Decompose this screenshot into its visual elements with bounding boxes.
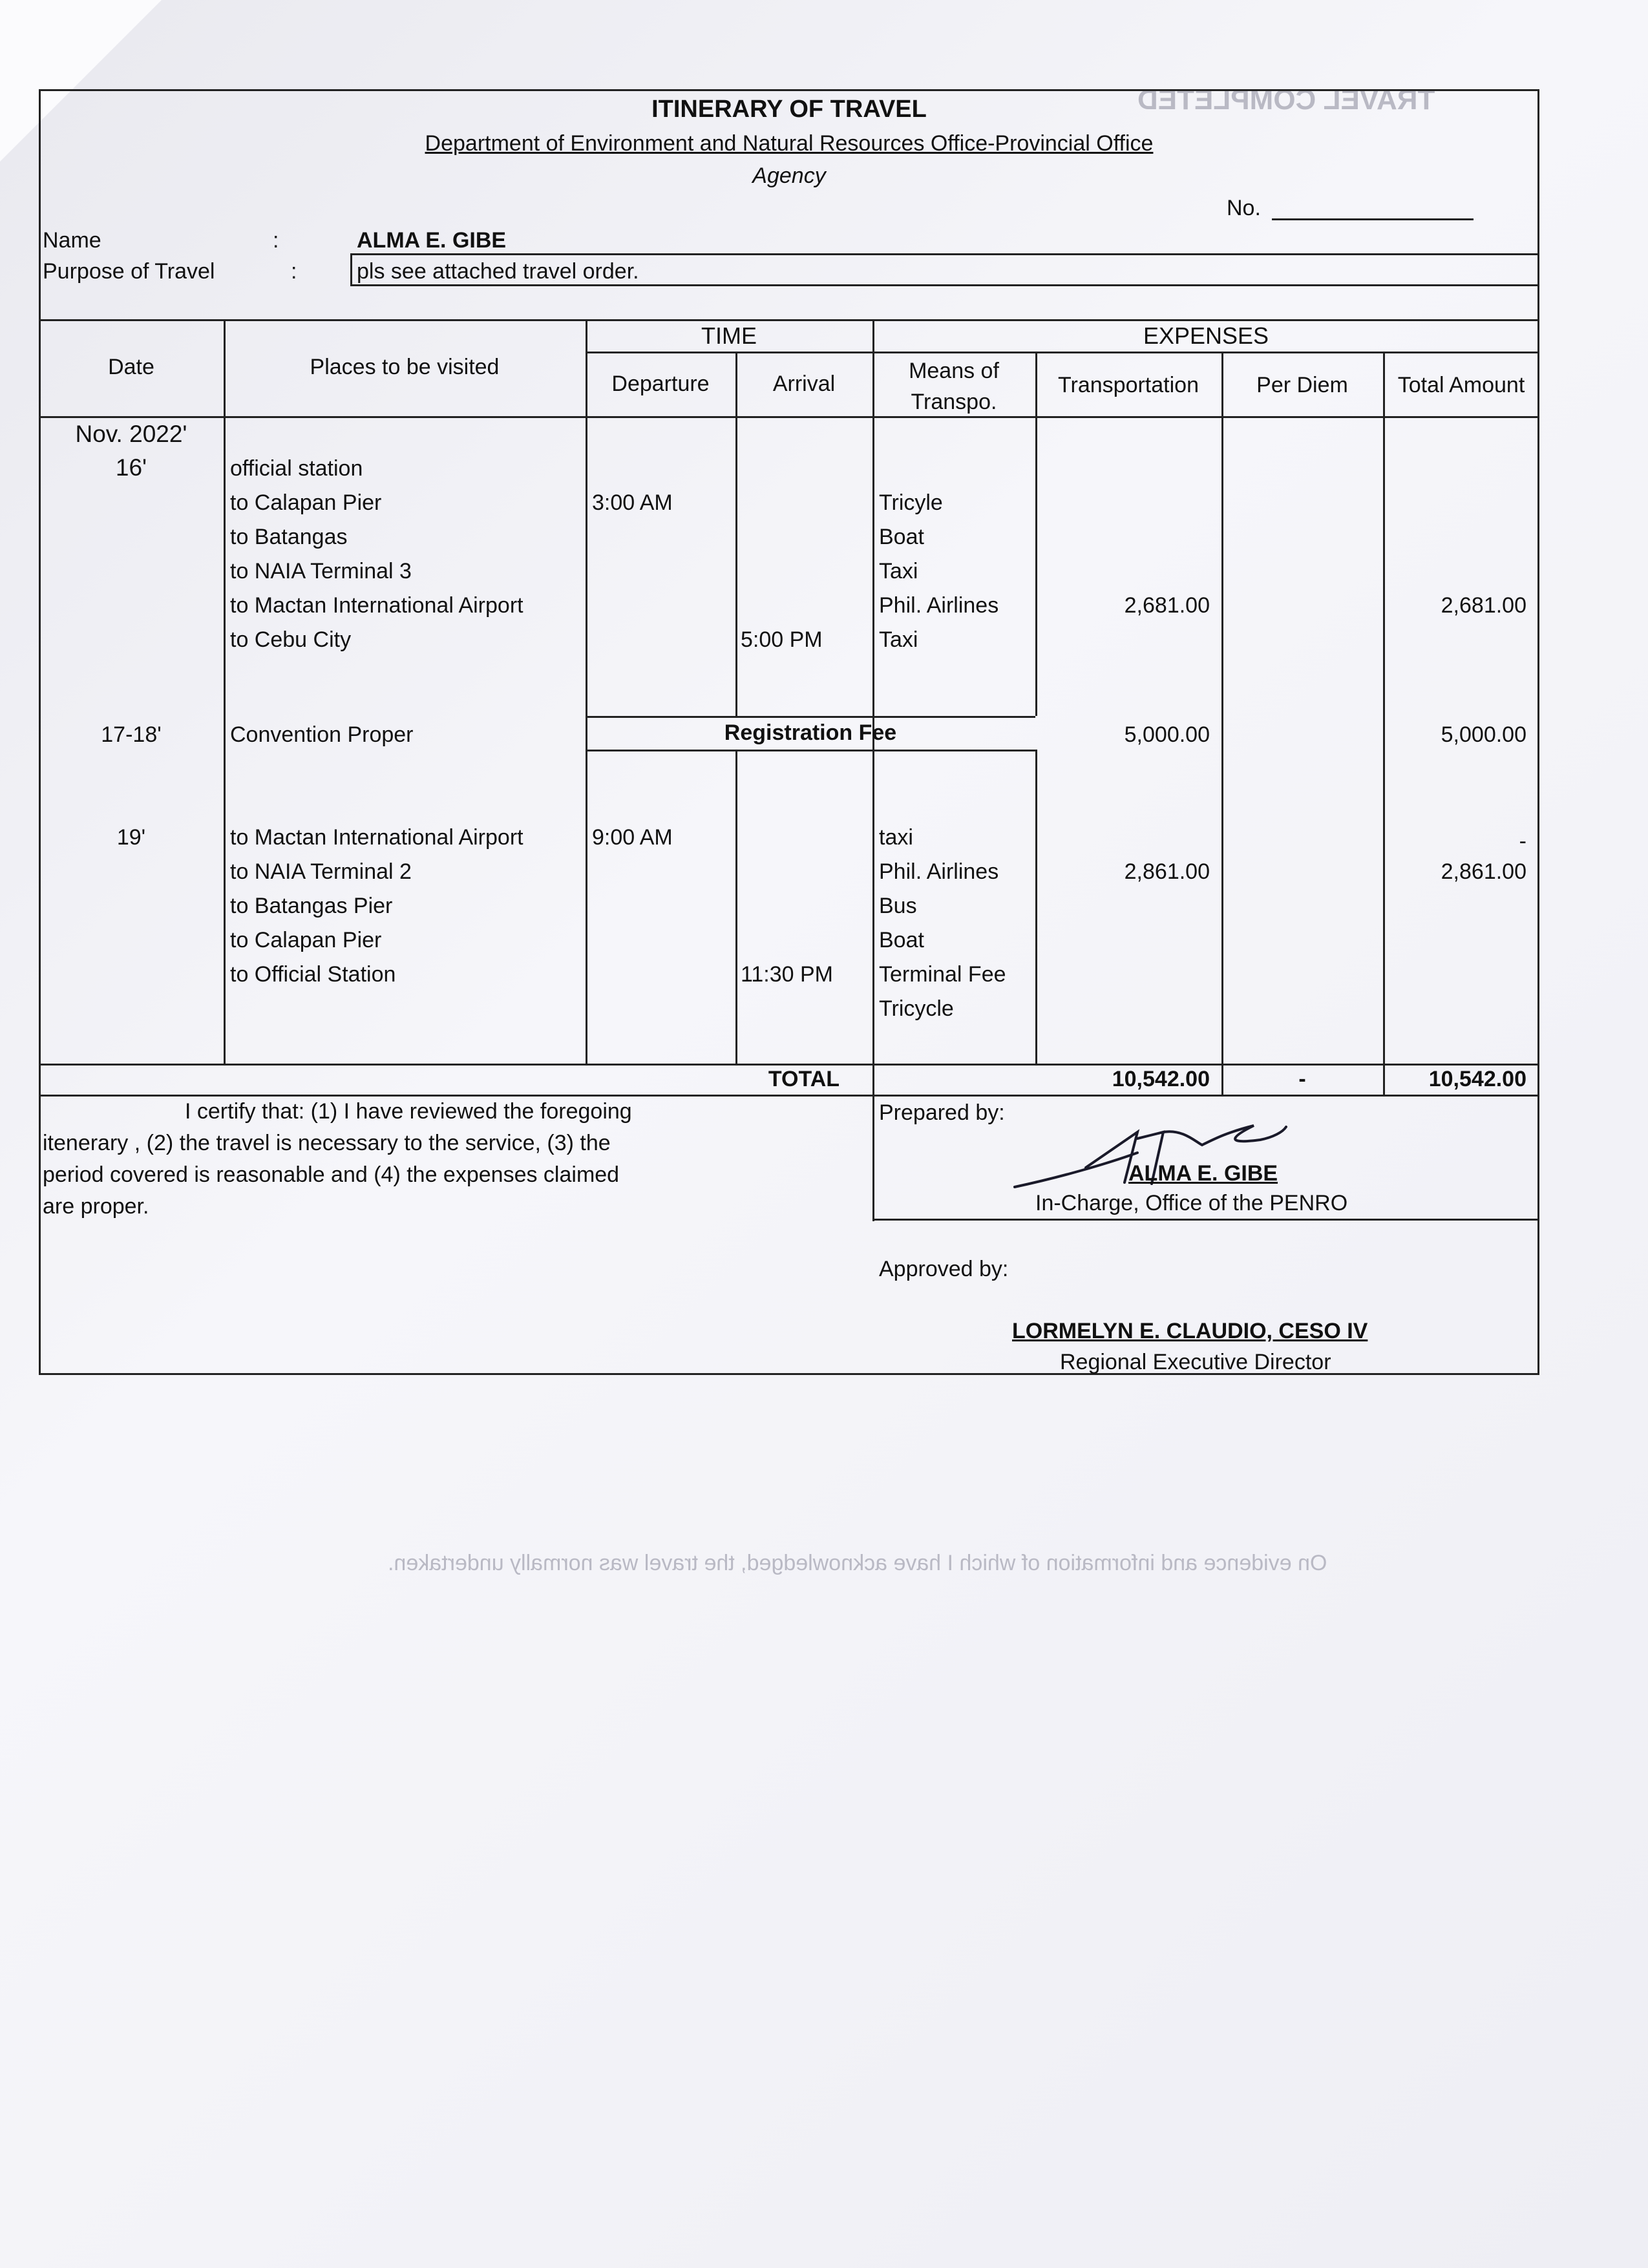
row3-place: to Calapan Pier <box>230 928 382 952</box>
registration-fee-label: Registration Fee <box>724 720 897 745</box>
approver-name: LORMELYN E. CLAUDIO, CESO IV <box>1012 1319 1368 1343</box>
certification-line: itenerary , (2) the travel is necessary to the service, (3) the <box>43 1131 611 1155</box>
traveler-name: ALMA E. GIBE <box>357 228 507 253</box>
row1-departure: 3:00 AM <box>592 490 673 515</box>
registration-bottom-rule <box>586 750 1035 751</box>
row1-total: 2,681.00 <box>1441 593 1527 618</box>
row3-departure: 9:00 AM <box>592 825 673 850</box>
total-amount: 10,542.00 <box>1428 1067 1527 1091</box>
row1-means: Phil. Airlines <box>879 593 999 618</box>
header-transportation: Transportation <box>1058 373 1199 397</box>
header-row-rule <box>39 416 1539 418</box>
office-name: Department of Environment and Natural Resources Office-Provincial Office <box>425 131 1154 156</box>
header-expenses: EXPENSES <box>1143 322 1269 349</box>
purpose-divider <box>350 253 352 286</box>
header-bottom-rule <box>39 319 1539 321</box>
certification-line: period covered is reasonable and (4) the expenses claimed <box>43 1162 620 1187</box>
certification-line: I certify that: (1) I have reviewed the foregoing <box>185 1099 632 1124</box>
preparer-name: ALMA E. GIBE <box>1128 1161 1278 1186</box>
col-line-departure-2 <box>735 750 737 1064</box>
row1-date-line2: 16' <box>115 454 147 481</box>
header-departure: Departure <box>611 372 710 396</box>
header-arrival: Arrival <box>772 372 836 396</box>
purpose-colon: : <box>291 259 297 284</box>
header-time: TIME <box>701 322 757 349</box>
row1-arrival: 5:00 PM <box>741 627 823 652</box>
signature-divider <box>872 1219 1539 1221</box>
form-title: ITINERARY OF TRAVEL <box>651 96 927 123</box>
total-top-rule <box>39 1064 1539 1066</box>
approved-by-label: Approved by: <box>879 1257 1009 1281</box>
total-per-diem: - <box>1298 1067 1306 1091</box>
purpose-value: pls see attached travel order. <box>357 259 639 284</box>
col-line-means-2 <box>1035 750 1037 1064</box>
total-transportation: 10,542.00 <box>1112 1067 1210 1091</box>
row2-transportation: 5,000.00 <box>1124 722 1210 747</box>
col-line-transport <box>1221 352 1223 1095</box>
row1-means: Tricyle <box>879 490 943 515</box>
prepared-by-label: Prepared by: <box>879 1100 1005 1125</box>
purpose-line <box>350 284 1539 286</box>
row1-place: official station <box>230 456 363 481</box>
name-label: Name <box>43 228 101 253</box>
row1-date-line1: Nov. 2022' <box>75 421 187 447</box>
bleed-through-text: On evidence and information of which I have acknowledged, the travel was normally undertaken. <box>388 1551 1327 1575</box>
col-line-departure <box>735 352 737 716</box>
row1-place: to Batangas <box>230 525 348 549</box>
agency-label: Agency <box>752 163 826 188</box>
total-label: TOTAL <box>768 1067 840 1091</box>
certification-line: are proper. <box>43 1194 149 1219</box>
row1-means: Taxi <box>879 559 918 583</box>
number-label: No. <box>1227 196 1261 220</box>
row3-dash: - <box>1519 829 1527 854</box>
total-bottom-rule <box>39 1095 1539 1097</box>
header-total-amount: Total Amount <box>1397 373 1525 397</box>
row1-means: Taxi <box>879 627 918 652</box>
row1-place: to Mactan International Airport <box>230 593 523 618</box>
bleed-through-text: TRAVEL COMPLETED <box>1137 84 1435 116</box>
row1-place: to Calapan Pier <box>230 490 382 515</box>
row3-means: Bus <box>879 894 917 918</box>
header-per-diem: Per Diem <box>1256 373 1348 397</box>
row3-means: Phil. Airlines <box>879 859 999 884</box>
header-means-line2: Transpo. <box>911 390 997 414</box>
preparer-position: In-Charge, Office of the PENRO <box>1035 1191 1348 1215</box>
col-line-means <box>1035 352 1037 716</box>
purpose-label: Purpose of Travel <box>43 259 215 284</box>
row3-means: Boat <box>879 928 924 952</box>
approver-position: Regional Executive Director <box>1060 1350 1331 1374</box>
row1-means: Boat <box>879 525 924 549</box>
row3-place: to Batangas Pier <box>230 894 393 918</box>
row3-means: taxi <box>879 825 913 850</box>
row3-date: 19' <box>116 825 146 850</box>
row3-place: to Mactan International Airport <box>230 825 523 850</box>
time-expenses-subrule <box>586 352 1539 353</box>
header-places: Places to be visited <box>310 355 500 379</box>
row3-total: 2,861.00 <box>1441 859 1527 884</box>
row1-place: to Cebu City <box>230 627 352 652</box>
row3-means: Terminal Fee <box>879 962 1006 987</box>
row2-place: Convention Proper <box>230 722 414 747</box>
row3-place: to Official Station <box>230 962 396 987</box>
header-means-line1: Means of <box>909 359 999 383</box>
number-line <box>1272 218 1474 220</box>
row3-arrival: 11:30 PM <box>741 962 834 987</box>
name-line <box>350 253 1539 255</box>
row2-date: 17-18' <box>101 722 162 747</box>
row3-transportation: 2,861.00 <box>1124 859 1210 884</box>
name-colon: : <box>273 228 279 253</box>
row2-total: 5,000.00 <box>1441 722 1527 747</box>
row3-means: Tricycle <box>879 996 954 1021</box>
row1-place: to NAIA Terminal 3 <box>230 559 412 583</box>
col-line-arrival <box>872 319 874 1221</box>
col-line-date <box>224 319 226 1064</box>
registration-top-rule <box>586 716 1035 718</box>
row3-place: to NAIA Terminal 2 <box>230 859 412 884</box>
header-date: Date <box>108 355 154 379</box>
col-line-places <box>586 319 587 1064</box>
preparer-signature <box>1008 1106 1293 1203</box>
row1-transportation: 2,681.00 <box>1124 593 1210 618</box>
